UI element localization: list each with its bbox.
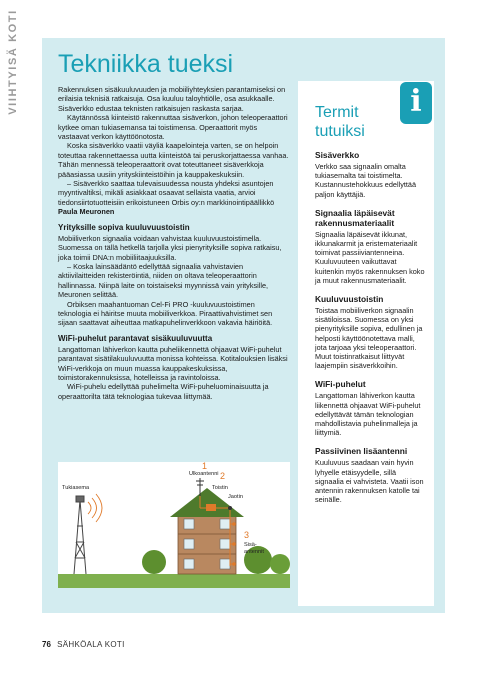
- term-item: [315, 446, 425, 504]
- tree-icon: [270, 554, 290, 574]
- side-label-text: VIIHTYISÄ KOTI: [7, 9, 19, 115]
- label-toistin: Toistin: [212, 485, 228, 491]
- label-sisaantennit-1: Sisä-: [244, 542, 257, 548]
- term-title: Signaalia läpäisevät rakennusmateriaalit: [315, 207, 395, 228]
- article-body: [58, 85, 290, 401]
- section-side-label: [1, 2, 25, 122]
- paragraph: – Koska lainsäädäntö edellyttää signaalia vahvistavien aktiivilaitteiden rekisteröintiä, niiden on oltava teleoperaattorin hallinnassa. Niinpä laite on toistaiseksi myynnissä vain yrityksille, Meuronen selittää.: [58, 261, 269, 300]
- page-footer: [42, 640, 125, 649]
- info-icon: [400, 82, 432, 124]
- term-item: [315, 150, 425, 199]
- paragraph-text: – Sisäverkko saattaa tulevaisuudessa nousta yhdeksi asuntojen myyntivaltiksi, mikäli asiakkaat osaavat sellaista vaatia, arvioi tiedonsiirtotuotteisiin erikoistuneen Orbis oy:n markkinointipäällikkö: [58, 179, 275, 207]
- term-title: WiFi-puhelut: [315, 379, 366, 390]
- sidebar-title-line: Termit: [315, 104, 359, 121]
- sidebar-title-line: tutuiksi: [315, 123, 365, 140]
- tree-icon: [142, 550, 166, 574]
- term-body: Signaalia läpäisevät ikkunat, ikkunakarmit ja eristemateriaalit toimivat passiiviantenneina. Kuuluvuuteen vaikuttavat kuitenkin myös rakennuksen koko ja muut rakennusmateriaalit.: [315, 229, 425, 285]
- indoor-network-illustration: [58, 462, 290, 588]
- section-heading: WiFi-puhelut parantavat sisäkuuluvuutta: [58, 333, 213, 343]
- label-number-3: 3: [244, 530, 250, 540]
- paragraph: Käytännössä kiinteistö rakennuttaa sisäverkon, johon teleoperaattori kytkee oman tukiasemansa tai toistimensa. Operaattorit myös vastaavat verkon käyttöönotosta.: [58, 113, 288, 142]
- label-jaotin: Jaotin: [228, 494, 243, 500]
- paragraph: Orbiksen maahantuoman Cel-Fi PRO -kuuluvuustoistimen teknologia ei häiritse muuta mobiiliverkkoa. Piraattivahvistimet sen sijaan saattavat aiheuttaa matkapuhelinverkkoon vakavia häiriöitä.: [58, 299, 273, 328]
- term-item: [315, 208, 425, 285]
- term-body: Verkko saa signaalin omalta tukiasemalta tai toistimelta. Kustannustehokkuus edellyttää paljon käyttäjiä.: [315, 162, 417, 199]
- label-number-2: 2: [220, 471, 226, 481]
- sidebar-title: [315, 103, 395, 141]
- term-item: [315, 294, 425, 370]
- term-body: Toistaa mobiiliverkon signaalin sisätiloissa. Suomessa on yksi pienyrityksille sopiva, edullinen ja helposti käyttöönotettava malli, jota tarjoaa yksi teleoperaattori. Muut toistinratkaisut liittyvät laajempiin sisäverkkoihin.: [315, 306, 423, 371]
- paragraph: [58, 179, 290, 217]
- grass: [58, 574, 290, 588]
- term-title: Kuuluvuustoistin: [315, 294, 384, 305]
- term-body: Kuuluvuus saadaan vain hyvin lyhyelle etäisyydelle, sillä signaalia ei vahvisteta. Vaatii ison antennin rakennuksen katolle tai seinälle.: [315, 458, 424, 505]
- term-title: Passiivinen lisäantenni: [315, 446, 408, 457]
- article-title: Tekniikka tueksi: [58, 50, 234, 78]
- paragraph: Rakennuksen sisäkuuluvuuden ja mobiiliyhteyksien parantamiseksi on erilaisia teknisiä ratkaisuja. Osa kuuluu taloyhtiölle, osa asukkaalle. Sisäverkko edustaa teknisten ratkaisujen raskasta sarjaa.: [58, 85, 286, 113]
- term-item: [315, 379, 425, 437]
- paragraph: Koska sisäverkko vaatii väyliä kaapelointeja varten, se on helpoin toteuttaa rakennettaessa uutta kiinteistöä tai peruskorjattaessa vanhaa. Tähän mennessä teleoperaattorit ovat toteuttaneet sisäverkkoja pääasiassa uusiin yrityskiinteistöihin ja kauppakeskuksiin.: [58, 141, 289, 179]
- publication-name: SÄHKÖALA KOTI: [57, 640, 125, 649]
- splitter-node: [228, 506, 232, 510]
- quoted-person-name: Paula Meuronen: [58, 207, 115, 217]
- page-number: 76: [42, 640, 51, 649]
- terms-list: [315, 150, 425, 513]
- repeater-box: [206, 504, 216, 511]
- term-title: Sisäverkko: [315, 150, 360, 160]
- label-number-1: 1: [202, 462, 208, 471]
- paragraph: WiFi-puhelu edellyttää puhelimelta WiFi-puheluominaisuutta ja operaattorilta tätä teknologiaa tukevaa liittymää.: [58, 382, 269, 401]
- info-symbol: i: [410, 84, 422, 119]
- paragraph: Mobiiliverkon signaalia voidaan vahvistaa kuuluvuustoistimella. Suomessa on tällä hetkellä tarjolla yksi pienyrityksille sopiva ratkaisu, joka toimii DNA:n mobiiliitaajuuksilla.: [58, 233, 282, 262]
- term-body: Langattoman lähiverkon kautta liikennettä ohjaavat WiFi-puhelut edellyttävät tämän teknologian mahdollistavia puhelinmalleja ja liittymiä.: [315, 391, 421, 438]
- label-sisaantennit-2: antennit: [244, 549, 264, 555]
- paragraph: Langattoman lähiverkon kautta puheliikennettä ohjaavat WiFi-puhelut parantavat sisätilakuuluvuutta monissa kohteissa. Kotitalouksien lisäksi WiFi-verkkoja on muun muassa kauppakeskuksissa, toimistorakennuksissa, hotelleissa ja ravintoloissa.: [58, 344, 288, 382]
- building-network-diagram: [58, 462, 290, 588]
- section-heading: Yrityksille sopiva kuuluvuustoistin: [58, 222, 190, 232]
- label-tukiasema: Tukiasema: [62, 485, 90, 491]
- label-ulkoantenni: Ulkoantenni: [189, 471, 219, 477]
